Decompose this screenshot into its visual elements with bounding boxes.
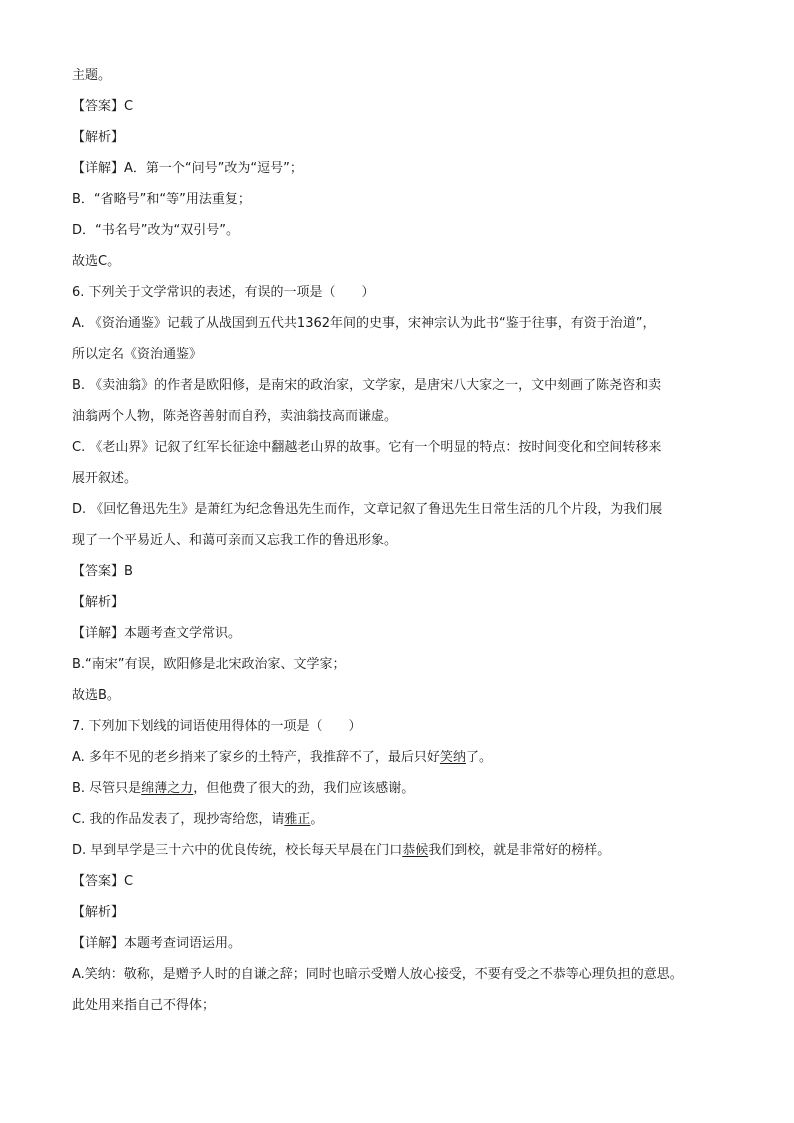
text-line: D．“书名号”改为“双引号”。	[72, 223, 239, 238]
text-line: 所以定名《资治通鉴》	[72, 347, 203, 362]
detail-line: 【详解】A．第一个“问号”改为“逗号”；	[72, 161, 303, 176]
option-b-line	[72, 780, 754, 798]
answer-label: 【答案】B	[72, 564, 133, 579]
option-c-line	[72, 811, 754, 829]
text-line: A.笑纳：敬称，是赠予人时的自谦之辞；同时也暗示受赠人放心接受，不要有受之不恭等心理负担的意思。	[72, 967, 683, 982]
option-a-line	[72, 749, 754, 767]
detail-line: 【详解】本题考查文学常识。	[72, 626, 242, 641]
underlined-word: 恭候	[402, 843, 429, 858]
text-line: 此处用来指自己不得体；	[72, 998, 216, 1013]
option-d-line	[72, 842, 754, 860]
answer-label: 【答案】C	[72, 99, 134, 114]
text-line: 展开叙述。	[72, 471, 138, 486]
option-text: D. 早到早学是三十六中的优良传统，校长每天早晨在门口	[72, 843, 403, 858]
underlined-word: 雅正	[284, 812, 311, 827]
option-c-line: C. 《老山界》记叙了红军长征途中翻越老山界的故事。它有一个明显的特点：按时间变化和空间转移来	[72, 440, 662, 455]
analysis-label: 【解析】	[72, 130, 125, 145]
text-line: 故选C。	[72, 254, 121, 269]
analysis-label: 【解析】	[72, 595, 125, 610]
text-line: 现了一个平易近人、和蔼可亲而又忘我工作的鲁迅形象。	[72, 533, 398, 548]
text-line: 油翁两个人物，陈尧咨善射而自矜，卖油翁技高而谦虚。	[72, 409, 398, 424]
option-text: 了。	[465, 750, 492, 765]
option-text: C. 我的作品发表了，现抄寄给您，请	[72, 812, 285, 827]
underlined-word: 绵薄之力	[141, 781, 194, 796]
option-b-line: B. 《卖油翁》的作者是欧阳修，是南宋的政治家，文学家，是唐宋八大家之一，文中刻画了陈尧咨和卖	[72, 378, 662, 393]
option-d-line: D. 《回忆鲁迅先生》是萧红为纪念鲁迅先生而作，文章记叙了鲁迅先生日常生活的几个片段，为我们展	[72, 502, 663, 517]
option-text: A. 多年不见的老乡捎来了家乡的土特产，我推辞不了，最后只好	[72, 750, 440, 765]
text-line: B．“省略号”和“等”用法重复；	[72, 192, 251, 207]
answer-label: 【答案】C	[72, 874, 134, 889]
option-text: ，但他费了很大的劲，我们应该感谢。	[193, 781, 415, 796]
option-text: 我们到校，就是非常好的榜样。	[428, 843, 611, 858]
question-6-stem: 6. 下列关于文学常识的表述，有误的一项是（ ）	[72, 285, 375, 300]
underlined-word: 笑纳	[439, 750, 466, 765]
text-line: 主题。	[72, 68, 112, 83]
analysis-label: 【解析】	[72, 905, 125, 920]
option-a-line: A. 《资治通鉴》记载了从战国到五代共1362年间的史事，宋神宗认为此书“鉴于往事，有资于治道”，	[72, 316, 656, 331]
option-text: B. 尽管只是	[72, 781, 142, 796]
question-7-stem: 7. 下列加下划线的词语使用得体的一项是（ ）	[72, 719, 362, 734]
detail-line: 【详解】本题考查词语运用。	[72, 936, 242, 951]
text-line: B.“南宋”有误，欧阳修是北宋政治家、文学家；	[72, 657, 346, 672]
text-line: 故选B。	[72, 688, 120, 703]
option-text: 。	[310, 812, 324, 827]
